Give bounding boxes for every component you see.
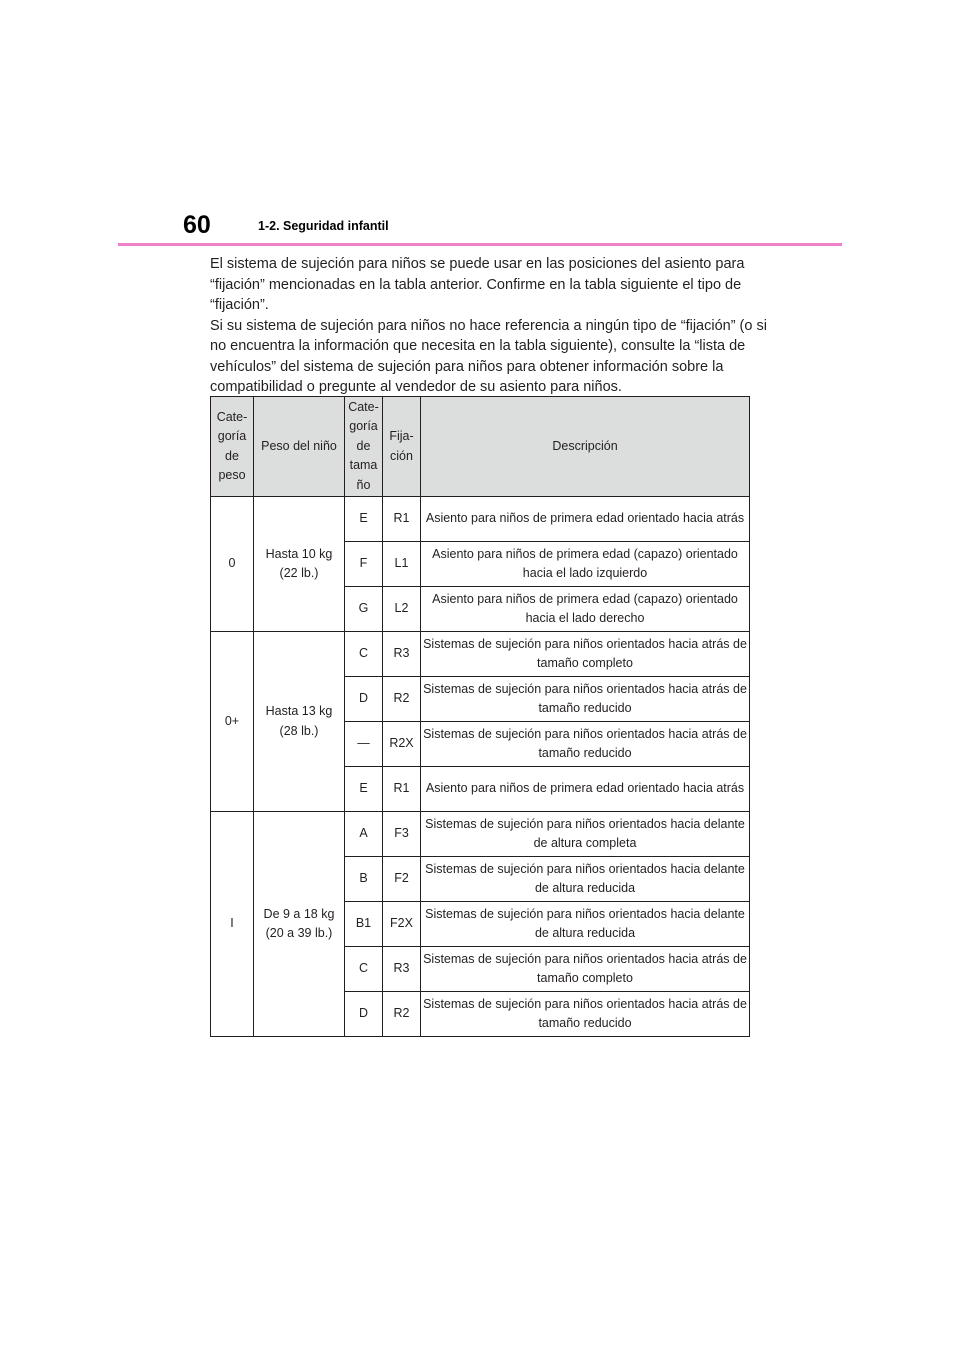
fixture-cell: L1 — [383, 542, 421, 587]
description-cell: Sistemas de sujeción para niños orientados hacia delante de altura completa — [421, 812, 750, 857]
size-category-cell: E — [345, 497, 383, 542]
description-cell: Asiento para niños de primera edad (capazo) orientado hacia el lado izquierdo — [421, 542, 750, 587]
description-cell: Asiento para niños de primera edad (capazo) orientado hacia el lado derecho — [421, 587, 750, 632]
header-rule — [118, 243, 842, 246]
description-cell: Sistemas de sujeción para niños orientados hacia atrás de tamaño reducido — [421, 722, 750, 767]
size-category-cell: C — [345, 632, 383, 677]
size-category-cell: F — [345, 542, 383, 587]
header-size-category: Cate- goría de tama ño — [345, 397, 383, 497]
intro-paragraph-2: Si su sistema de sujeción para niños no hace referencia a ningún tipo de “fijación” (o si no encuentra la información que necesita en la tabla siguiente), consulte la “lista de vehículos” del sistema de sujeción para niños para obtener información sobre la compatibilidad o pregunte al vendedor de su asiento para niños. — [210, 317, 767, 395]
size-category-cell: A — [345, 812, 383, 857]
fixture-cell: R2X — [383, 722, 421, 767]
page-number: 60 — [183, 211, 211, 239]
description-cell: Sistemas de sujeción para niños orientados hacia atrás de tamaño reducido — [421, 677, 750, 722]
child-weight-cell: De 9 a 18 kg (20 a 39 lb.) — [254, 812, 345, 1037]
size-category-cell: — — [345, 722, 383, 767]
weight-category-cell: I — [211, 812, 254, 1037]
fixture-cell: R2 — [383, 992, 421, 1037]
intro-text — [210, 254, 770, 398]
size-category-cell: B — [345, 857, 383, 902]
size-category-cell: G — [345, 587, 383, 632]
description-cell: Sistemas de sujeción para niños orientados hacia delante de altura reducida — [421, 857, 750, 902]
description-cell: Sistemas de sujeción para niños orientados hacia atrás de tamaño completo — [421, 947, 750, 992]
fixture-cell: R1 — [383, 497, 421, 542]
fixture-cell: L2 — [383, 587, 421, 632]
table-row — [211, 812, 750, 857]
child-weight-cell: Hasta 13 kg (28 lb.) — [254, 632, 345, 812]
child-weight-cell: Hasta 10 kg (22 lb.) — [254, 497, 345, 632]
fixture-category-table — [210, 396, 750, 1037]
description-cell: Sistemas de sujeción para niños orientados hacia atrás de tamaño completo — [421, 632, 750, 677]
size-category-cell: D — [345, 992, 383, 1037]
description-cell: Sistemas de sujeción para niños orientados hacia atrás de tamaño reducido — [421, 992, 750, 1037]
header-child-weight: Peso del niño — [254, 397, 345, 497]
size-category-cell: D — [345, 677, 383, 722]
size-category-cell: C — [345, 947, 383, 992]
size-category-cell: E — [345, 767, 383, 812]
description-cell: Sistemas de sujeción para niños orientados hacia delante de altura reducida — [421, 902, 750, 947]
intro-paragraph-1: El sistema de sujeción para niños se puede usar en las posiciones del asiento para “fijación” mencionadas en la tabla anterior. Confirme en la tabla siguiente el tipo de “fijación”. — [210, 256, 745, 313]
description-cell: Asiento para niños de primera edad orientado hacia atrás — [421, 767, 750, 812]
header-weight-category: Cate- goría de peso — [211, 397, 254, 497]
fixture-cell: F2 — [383, 857, 421, 902]
fixture-cell: R2 — [383, 677, 421, 722]
description-cell: Asiento para niños de primera edad orientado hacia atrás — [421, 497, 750, 542]
header-description: Descripción — [421, 397, 750, 497]
fixture-cell: F2X — [383, 902, 421, 947]
weight-category-cell: 0 — [211, 497, 254, 632]
fixture-cell: R3 — [383, 947, 421, 992]
header-fixture: Fija- ción — [383, 397, 421, 497]
fixture-cell: R3 — [383, 632, 421, 677]
section-title: 1-2. Seguridad infantil — [258, 219, 389, 233]
table-body — [211, 497, 750, 1037]
fixture-cell: R1 — [383, 767, 421, 812]
size-category-cell: B1 — [345, 902, 383, 947]
table-row — [211, 632, 750, 677]
weight-category-cell: 0+ — [211, 632, 254, 812]
fixture-cell: F3 — [383, 812, 421, 857]
table-row — [211, 497, 750, 542]
